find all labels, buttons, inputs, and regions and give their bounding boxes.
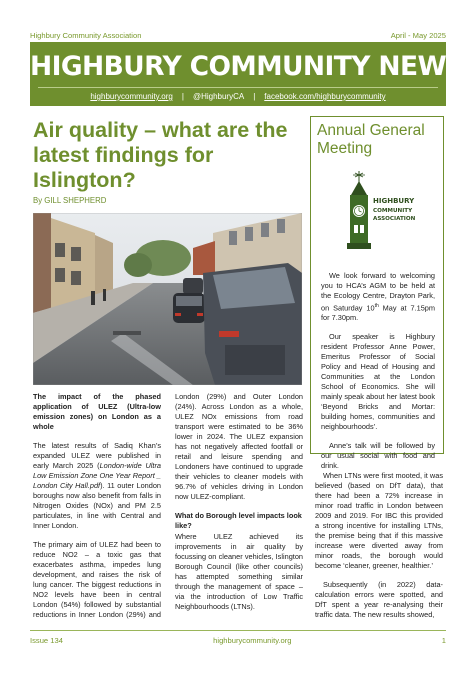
hca-logo-clocktower-icon <box>337 163 419 269</box>
footer-website[interactable]: highburycommunity.org <box>213 635 292 645</box>
article-paragraph: The primary aim of ULEZ had been to reduce NO2 – a toxic gas that exacerbates asthma, impedes lung development, and raises the risk of lung cancer. The biggest reductions in NO2 levels have been in central London (54%) followed by substantial reductions in Inner London (29%) and <box>33 540 161 619</box>
footer-divider <box>30 630 446 631</box>
masthead <box>30 42 465 106</box>
logo-text-2: COMMUNITY <box>373 208 413 214</box>
website-link[interactable]: highburycommunity.org <box>90 92 173 101</box>
article-paragraph-cont: London (29%) and Outer London (24%). Across London as a whole, ULEZ NOx emissions from road transport were estimated to be 36% lower in 2024. The ULEZ expansion has not negatively affected footfall or retail and leisure spending and Londoners have continued to upgrade their vehicles to cleaner models with 96.7% of vehicles driving in London now ULEZ-compliant. <box>175 392 303 501</box>
article-headline: Air quality – what are the latest findings for Islington? <box>33 118 288 192</box>
facebook-link[interactable]: facebook.com/highburycommunity <box>264 92 386 101</box>
logo-text-1: HIGHBURY <box>373 197 415 205</box>
link-separator: | <box>253 92 256 101</box>
article-paragraph: The latest results of Sadiq Khan’s expanded ULEZ were published in early March 2025 (London-wide Ultra Low Emission Zone One Year Report _ London City Hall.pdf). 11 outer London boroughs now also benefit from falls in Nitrogen Oxides (NOx) and PM 2.5 particulates, in line with Central and Inner London. <box>33 441 161 530</box>
article-subhead: What do Borough level impacts look like? <box>175 511 302 530</box>
article-paragraph: Where ULEZ achieved its improvements in air quality by focussing on cleaner vehicles, Islington Borough Council (like other councils) has attempted something similar through the management of space – via the introduction of Low Traffic Neighbourhoods (LTNs). <box>175 532 303 611</box>
twitter-handle[interactable]: @HighburyCA <box>192 92 245 101</box>
agm-paragraph: Anne’s talk will be followed by our usual social with food and drink. <box>321 441 435 471</box>
agm-body <box>321 271 435 480</box>
masthead-divider <box>38 87 438 88</box>
article-byline: By GILL SHEPHERD <box>33 196 107 205</box>
masthead-links <box>30 92 446 101</box>
article-paragraph: Subsequently (in 2022) data-calculation errors were spotted, and DfT spent a year re-analysing their traffic data. The new results showed, <box>315 580 443 619</box>
org-name: Highbury Community Association <box>30 30 142 40</box>
agm-title: Annual General Meeting <box>317 122 425 157</box>
article-column-2 <box>175 392 303 621</box>
agm-box <box>310 116 444 471</box>
agm-paragraph: We look forward to welcoming you to HCA’s AGM to be held at the Ecology Centre, Drayton Park, on Saturday 10th May at 7.15pm for 7.30pm. <box>321 271 435 323</box>
footer-issue: Issue 134 <box>30 635 63 645</box>
article-intro-bold: The impact of the phased application of ULEZ (Ultra-low emission zones) on London as a whole <box>33 392 161 431</box>
agm-paragraph: Our speaker is Highbury resident Professor Anne Power, Emeritus Professor of Social Policy and Head of Housing and Communities at the London School of Economics. She will mainly speak about her latest book ‘Beyond Bricks and Mortar: building homes, communities and neighbourhoods’. <box>321 332 435 432</box>
logo-text-3: ASSOCIATION <box>373 216 416 222</box>
masthead-title: HIGHBURY COMMUNITY NEWS <box>30 51 465 82</box>
article-column-3 <box>315 471 443 629</box>
street-photo <box>33 213 302 385</box>
top-bar <box>30 28 446 42</box>
issue-date: April - May 2025 <box>390 30 446 40</box>
article-paragraph: When LTNs were first mooted, it was believed (based on DfT data), that there had been a 72% increase in minor road traffic in London between 2009 and 2019. For IBC this provided a strong incentive for installing LTNs, the premise being that if this massive increase were diverted away from minor roads, the borough would become ‘cleaner, greener, healthier.’ <box>315 471 443 570</box>
link-separator: | <box>181 92 184 101</box>
footer-page-number: 1 <box>441 635 446 645</box>
article-column-1 <box>33 392 161 629</box>
footer <box>30 634 446 646</box>
